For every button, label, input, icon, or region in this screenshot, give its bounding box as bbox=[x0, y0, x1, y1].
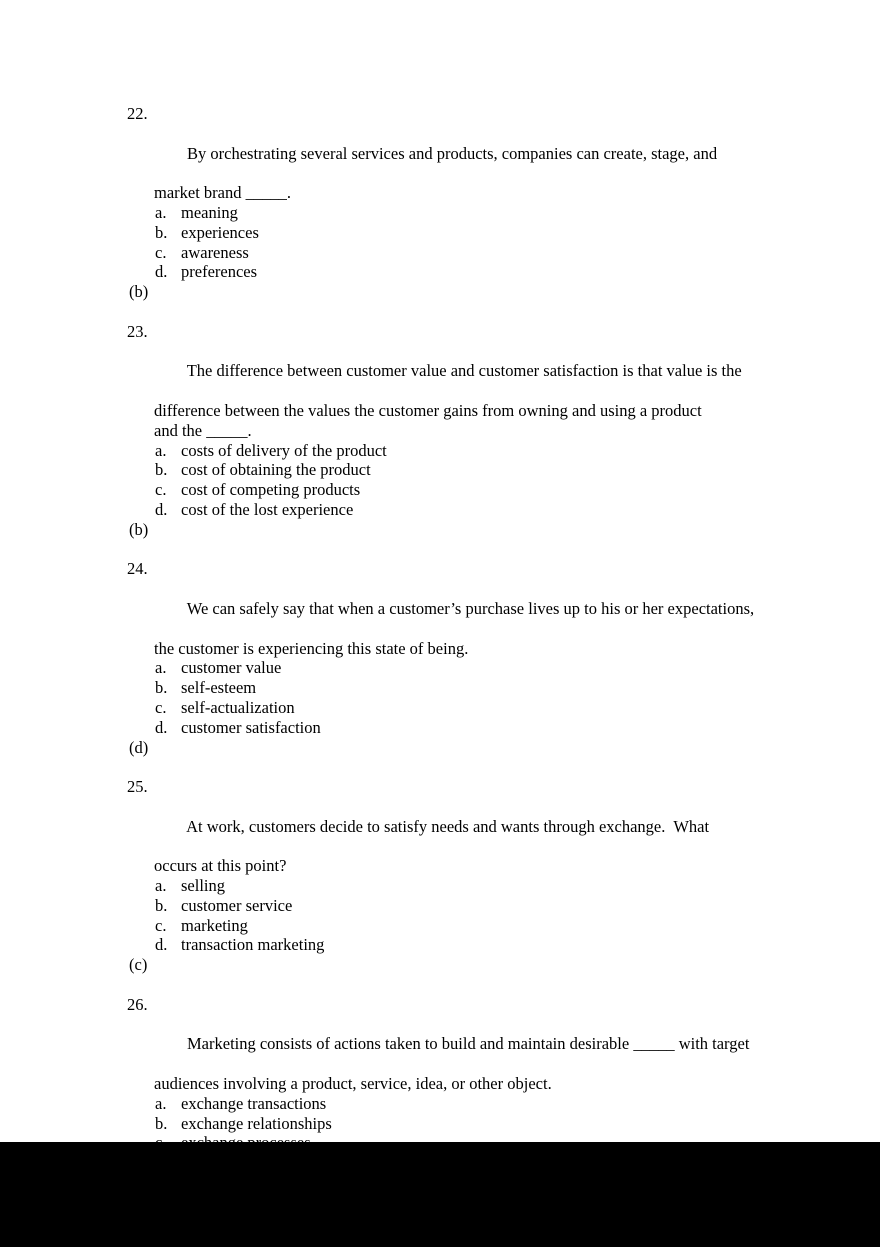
question-first-line bbox=[127, 104, 847, 183]
option-letter: a. bbox=[155, 658, 167, 678]
option-text: meaning bbox=[181, 202, 238, 222]
option-c bbox=[127, 916, 847, 936]
option-c bbox=[127, 698, 847, 718]
option-c bbox=[127, 243, 847, 263]
option-text: costs of delivery of the product bbox=[181, 440, 387, 460]
option-a bbox=[127, 658, 847, 678]
option-letter: b. bbox=[155, 895, 168, 915]
question-first-line bbox=[127, 777, 847, 856]
answer-label: (b) bbox=[129, 282, 149, 302]
question-text-line: Marketing consists of actions taken to build and maintain desirable _____ with target bbox=[187, 1034, 750, 1054]
option-text: cost of obtaining the product bbox=[181, 460, 371, 480]
option-text: awareness bbox=[181, 242, 249, 262]
answer-label: (b) bbox=[129, 519, 149, 539]
option-letter: a. bbox=[155, 1093, 167, 1113]
question-first-line bbox=[127, 322, 847, 401]
question-text-line: By orchestrating several services and products, companies can create, stage, and bbox=[187, 143, 718, 163]
question-text-line: and the _____. bbox=[154, 420, 252, 440]
option-d bbox=[127, 262, 847, 282]
option-b bbox=[127, 1114, 847, 1134]
option-letter: b. bbox=[155, 460, 168, 480]
option-a bbox=[127, 1094, 847, 1114]
question-text-line: The difference between customer value and customer satisfaction is that value is the bbox=[186, 361, 742, 381]
question-text-line: market brand _____. bbox=[154, 183, 292, 203]
option-d bbox=[127, 935, 847, 955]
quiz-content bbox=[127, 104, 847, 1213]
question-text-line: At work, customers decide to satisfy needs and wants through exchange. What bbox=[186, 816, 710, 836]
option-c bbox=[127, 480, 847, 500]
option-letter: b. bbox=[155, 678, 168, 698]
question-23 bbox=[127, 322, 847, 540]
option-text: self-actualization bbox=[181, 697, 295, 717]
question-22 bbox=[127, 104, 847, 302]
question-first-line bbox=[127, 559, 847, 638]
question-first-line bbox=[127, 995, 847, 1074]
option-text: experiences bbox=[181, 222, 259, 242]
question-number: 24. bbox=[127, 559, 148, 579]
question-text-line: difference between the values the customer gains from owning and using a product bbox=[154, 400, 702, 420]
option-letter: d. bbox=[155, 262, 168, 282]
question-number: 23. bbox=[127, 321, 148, 341]
question-number: 26. bbox=[127, 994, 148, 1014]
option-b bbox=[127, 223, 847, 243]
option-letter: c. bbox=[155, 915, 167, 935]
option-letter: c. bbox=[155, 480, 167, 500]
option-letter: d. bbox=[155, 499, 168, 519]
question-text-line: audiences involving a product, service, idea, or other object. bbox=[154, 1074, 552, 1094]
question-text-line: the customer is experiencing this state of being. bbox=[154, 638, 469, 658]
option-text: preferences bbox=[181, 262, 258, 282]
option-letter: a. bbox=[155, 202, 167, 222]
option-a bbox=[127, 203, 847, 223]
page-bottom-black-bar bbox=[0, 1142, 880, 1247]
option-text: marketing bbox=[181, 915, 248, 935]
question-24 bbox=[127, 559, 847, 757]
answer-label: (d) bbox=[129, 737, 149, 757]
option-text: customer service bbox=[181, 895, 293, 915]
question-25 bbox=[127, 777, 847, 975]
question-text-line: occurs at this point? bbox=[154, 856, 287, 876]
option-text: exchange relationships bbox=[181, 1113, 332, 1133]
option-text: customer value bbox=[181, 658, 282, 678]
option-text: exchange transactions bbox=[181, 1093, 327, 1113]
option-d bbox=[127, 718, 847, 738]
option-text: self-esteem bbox=[181, 678, 257, 698]
question-number: 25. bbox=[127, 777, 148, 797]
option-b bbox=[127, 460, 847, 480]
option-text: cost of the lost experience bbox=[181, 499, 354, 519]
answer-label: (c) bbox=[129, 955, 148, 975]
option-d bbox=[127, 500, 847, 520]
option-letter: a. bbox=[155, 440, 167, 460]
option-b bbox=[127, 896, 847, 916]
option-text: selling bbox=[181, 876, 225, 896]
option-a bbox=[127, 441, 847, 461]
question-number: 22. bbox=[127, 104, 148, 123]
option-letter: b. bbox=[155, 1113, 168, 1133]
option-a bbox=[127, 876, 847, 896]
option-letter: d. bbox=[155, 935, 168, 955]
option-letter: c. bbox=[155, 697, 167, 717]
option-text: cost of competing products bbox=[181, 480, 361, 500]
option-b bbox=[127, 678, 847, 698]
option-letter: d. bbox=[155, 717, 168, 737]
option-text: customer satisfaction bbox=[181, 717, 321, 737]
question-text-line: We can safely say that when a customer’s purchase lives up to his or her expectations, bbox=[186, 598, 755, 618]
option-letter: a. bbox=[155, 876, 167, 896]
option-text: transaction marketing bbox=[181, 935, 325, 955]
option-letter: b. bbox=[155, 222, 168, 242]
option-letter: c. bbox=[155, 242, 167, 262]
